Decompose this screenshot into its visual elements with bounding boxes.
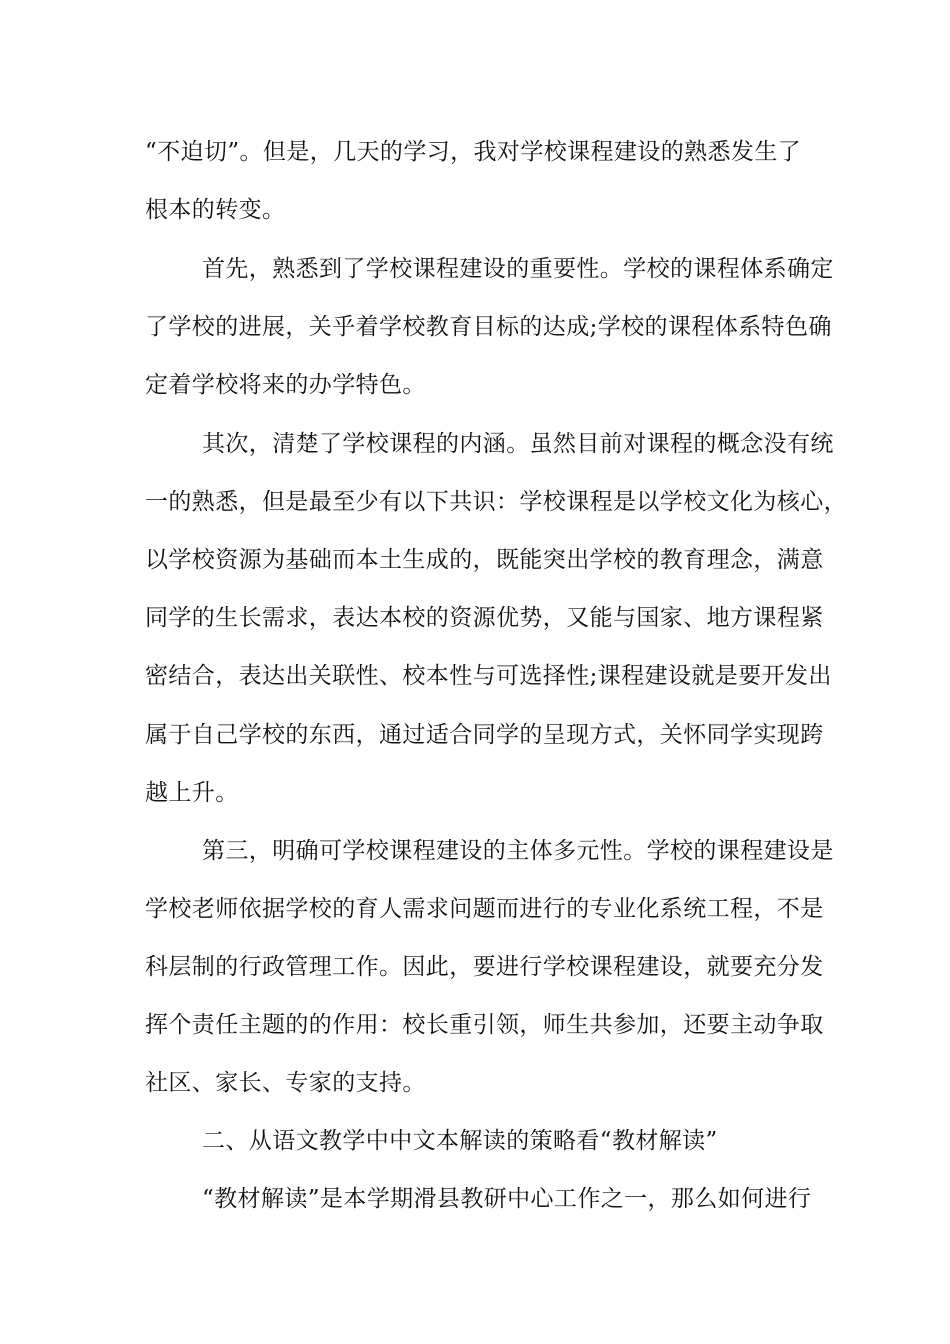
text-line-15: 科层制的行政管理工作。因此，要进行学校课程建设，就要充分发 (145, 954, 824, 980)
text-line-14: 学校老师依据学校的育人需求问题而进行的专业化系统工程，不是 (145, 896, 824, 922)
text-line-16: 挥个责任主题的的作用：校长重引领，师生共参加，还要主动争取 (145, 1012, 824, 1038)
text-line-13: 第三，明确可学校课程建设的主体多元性。学校的课程建设是 (202, 838, 834, 864)
text-line-12: 越上升。 (145, 780, 239, 806)
text-line-11: 属于自己学校的东西，通过适合同学的呈现方式，关怀同学实现跨 (145, 722, 824, 748)
text-line-5: 定着学校将来的办学特色。 (145, 372, 426, 398)
text-line-7: 一的熟悉，但是最至少有以下共识：学校课程是以学校文化为核心， (145, 489, 847, 515)
text-line-8: 以学校资源为基础而本土生成的，既能突出学校的教育理念，满意 (145, 547, 824, 573)
section-heading: 二、从语文教学中中文本解读的策略看“教材解读” (202, 1128, 718, 1154)
text-line-10: 密结合，表达出关联性、校本性与可选择性;课程建设就是要开发出 (145, 663, 832, 689)
text-line-9: 同学的生长需求，表达本校的资源优势，又能与国家、地方课程紧 (145, 605, 824, 631)
text-line-6: 其次，清楚了学校课程的内涵。虽然目前对课程的概念没有统 (202, 431, 834, 457)
text-line-1: “不迫切”。但是，几天的学习，我对学校课程建设的熟悉发生了 (145, 139, 802, 165)
text-line-3: 首先，熟悉到了学校课程建设的重要性。学校的课程体系确定 (202, 256, 834, 282)
text-line-17: 社区、家长、专家的支持。 (145, 1070, 426, 1096)
text-line-4: 了学校的进展，关乎着学校教育目标的达成;学校的课程体系特色确 (145, 314, 832, 340)
text-line-2: 根本的转变。 (145, 197, 286, 223)
text-line-19: “教材解读”是本学期滑县教研中心工作之一，那么如何进行 (202, 1186, 812, 1212)
